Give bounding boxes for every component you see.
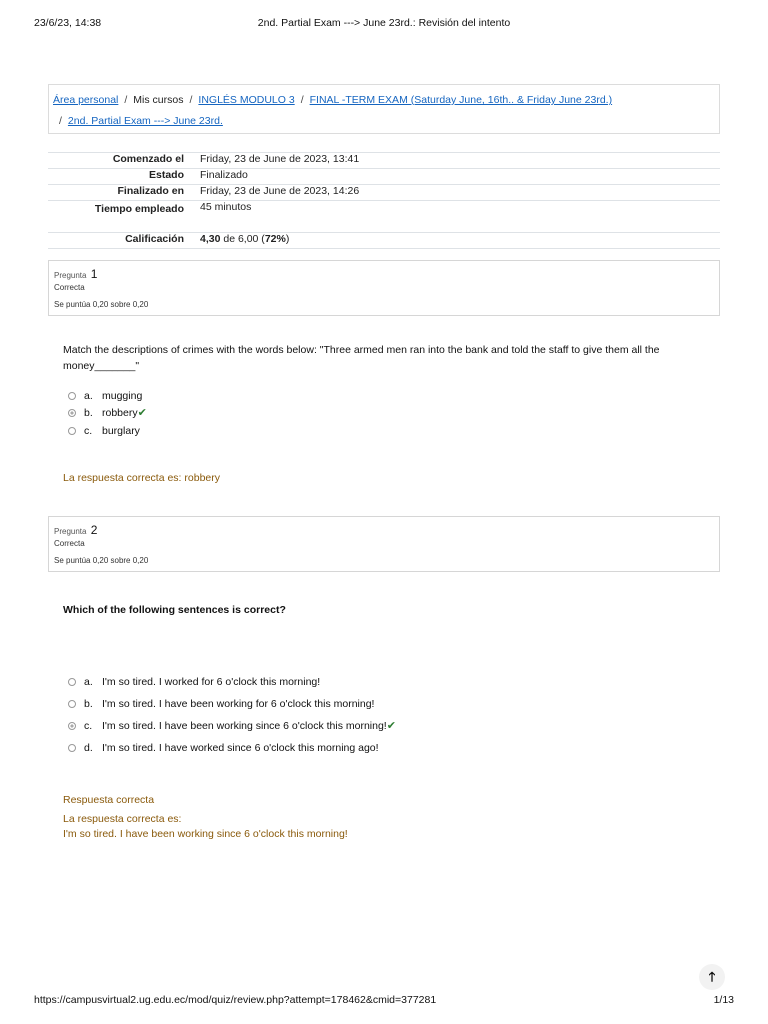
summary-label-grade: Calificación — [48, 233, 192, 249]
breadcrumb-home[interactable]: Área personal — [53, 94, 119, 106]
radio-button[interactable] — [68, 700, 76, 708]
radio-button-selected[interactable] — [68, 409, 76, 417]
question-2-option-c[interactable]: c. I'm so tired. I have been working since 6 o'clock this morning!✔ — [68, 717, 396, 735]
question-1-option-a[interactable]: a. mugging — [68, 387, 142, 405]
breadcrumb — [48, 84, 720, 134]
summary-value-finished: Friday, 23 de June de 2023, 14:26 — [192, 185, 720, 201]
grade-out-of: de 6,00 ( — [220, 233, 265, 245]
question-number: Pregunta 2 — [54, 523, 98, 537]
radio-button-selected[interactable] — [68, 722, 76, 730]
breadcrumb-my-courses: Mis cursos — [133, 94, 184, 106]
breadcrumb-separator: / — [59, 115, 62, 127]
question-1-feedback: La respuesta correcta es: robbery — [63, 472, 220, 484]
print-title: 2nd. Partial Exam ---> June 23rd.: Revisión del intento — [257, 17, 511, 29]
summary-label-finished: Finalizado en — [48, 185, 192, 201]
question-2-feedback-label: La respuesta correcta es: — [63, 813, 182, 825]
question-2-feedback: I'm so tired. I have been working since 6 o'clock this morning! — [63, 828, 348, 840]
question-2-option-a[interactable]: a. I'm so tired. I worked for 6 o'clock this morning! — [68, 673, 320, 691]
question-1-text: Match the descriptions of crimes with the words below: "Three armed men ran into the bank and told the staff to give them all the money_______" — [63, 344, 660, 372]
summary-label-time: Tiempo empleado — [48, 201, 192, 233]
question-state: Correcta — [54, 539, 85, 548]
question-grade: Se puntúa 0,20 sobre 0,20 — [54, 556, 149, 565]
check-icon: ✔ — [137, 407, 147, 419]
grade-close: ) — [285, 233, 290, 245]
breadcrumb-section[interactable]: FINAL -TERM EXAM (Saturday June, 16th.. & Friday June 23rd.) — [309, 94, 613, 106]
question-1-option-b[interactable]: b. robbery✔ — [68, 404, 147, 422]
breadcrumb-course[interactable]: INGLÉS MODULO 3 — [198, 94, 295, 106]
question-2-option-b[interactable]: b. I'm so tired. I have been working for 6 o'clock this morning! — [68, 695, 374, 713]
summary-label-state: Estado — [48, 169, 192, 185]
breadcrumb-separator: / — [189, 94, 193, 106]
summary-value-started: Friday, 23 de June de 2023, 13:41 — [192, 153, 720, 169]
question-number: Pregunta 1 — [54, 267, 98, 281]
attempt-summary-table — [48, 152, 720, 249]
summary-label-started: Comenzado el — [48, 153, 192, 169]
summary-value-state: Finalizado — [192, 169, 720, 185]
summary-value-grade — [192, 233, 720, 249]
question-2-text: Which of the following sentences is correct? — [63, 604, 286, 616]
print-url: https://campusvirtual2.ug.edu.ec/mod/quiz/review.php?attempt=178462&cmid=377281 — [34, 994, 437, 1006]
question-2-option-d[interactable]: d. I'm so tired. I have worked since 6 o'clock this morning ago! — [68, 739, 379, 757]
question-1-info — [48, 260, 720, 316]
grade-percent: 72% — [264, 233, 286, 245]
question-1-option-c[interactable]: c. burglary — [68, 422, 140, 440]
radio-button[interactable] — [68, 744, 76, 752]
question-2-feedback-status: Respuesta correcta — [63, 794, 155, 806]
question-state: Correcta — [54, 283, 85, 292]
arrow-up-icon: 🡑 — [708, 969, 716, 984]
radio-button[interactable] — [68, 427, 76, 435]
radio-button[interactable] — [68, 392, 76, 400]
breadcrumb-separator: / — [124, 94, 128, 106]
question-2-info — [48, 516, 720, 572]
radio-button[interactable] — [68, 678, 76, 686]
back-to-top-button[interactable] — [699, 964, 725, 990]
check-icon: ✔ — [386, 720, 396, 732]
print-page-number: 1/13 — [713, 994, 734, 1006]
breadcrumb-quiz[interactable]: 2nd. Partial Exam ---> June 23rd. — [67, 115, 223, 127]
grade-score: 4,30 — [200, 233, 221, 245]
summary-value-time: 45 minutos — [192, 201, 720, 233]
question-grade: Se puntúa 0,20 sobre 0,20 — [54, 300, 149, 309]
breadcrumb-separator: / — [300, 94, 304, 106]
print-datetime: 23/6/23, 14:38 — [34, 17, 102, 29]
